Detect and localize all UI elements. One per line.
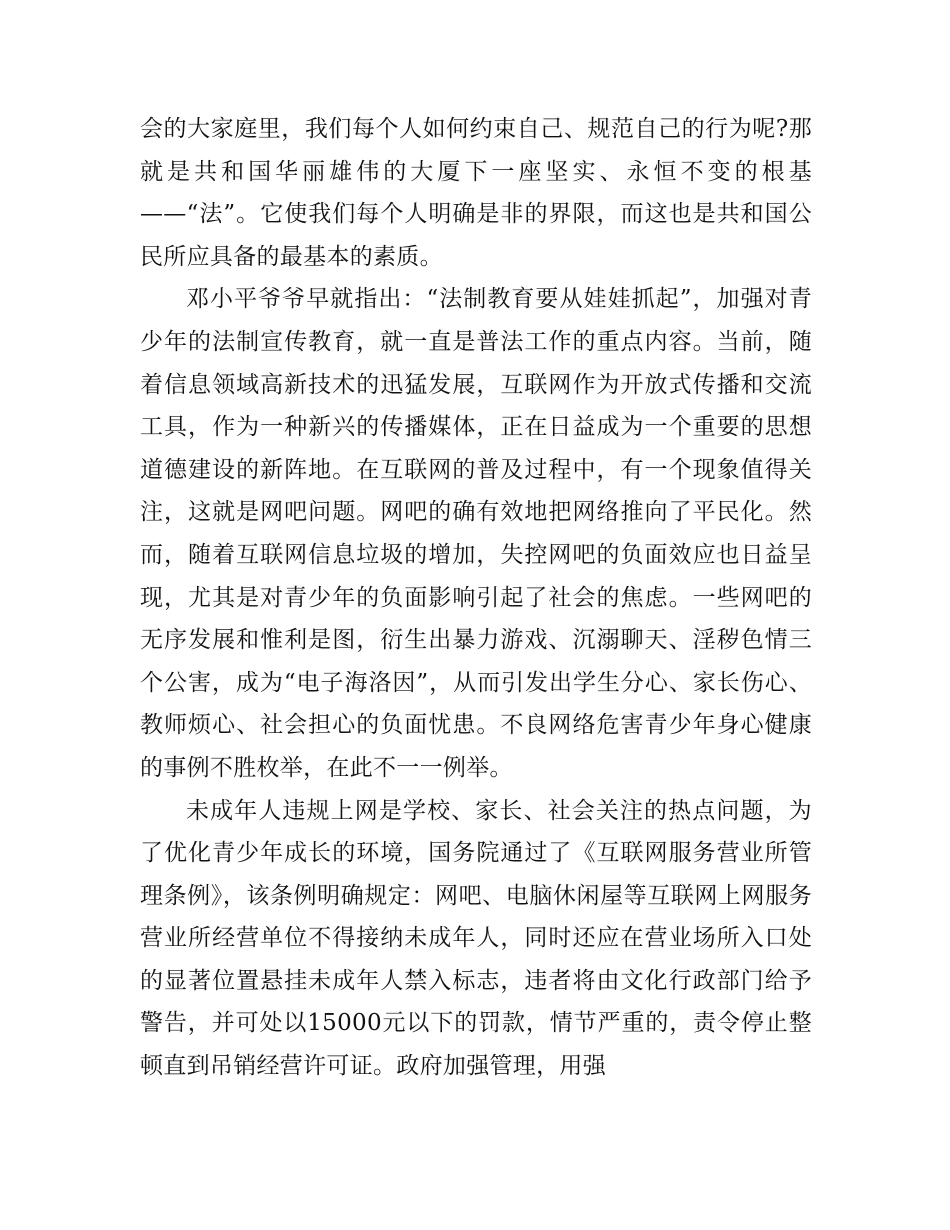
paragraph-continuation: 会的大家庭里，我们每个人如何约束自己、规范自己的行为呢?那就是共和国华丽雄伟的大厦下一座坚实、永恒不变的根基——“法”。它使我们每个人明确是非的界限，而这也是共和国公民所应具备的最基本的素质。 <box>140 116 812 270</box>
document-page <box>140 108 812 1088</box>
paragraph-deng-xiaoping: 邓小平爷爷早就指出：“法制教育要从娃娃抓起”，加强对青少年的法制宣传教育，就一直是普法工作的重点内容。当前，随着信息领域高新技术的迅猛发展，互联网作为开放式传播和交流工具，作为一种新兴的传播媒体，正在日益成为一个重要的思想道德建设的新阵地。在互联网的普及过程中，有一个现象值得关注，这就是网吧问题。网吧的确有效地把网络推向了平民化。然而，随着互联网信息垃圾的增加，失控网吧的负面效应也日益呈现，尤其是对青少年的负面影响引起了社会的焦虑。一些网吧的无序发展和惟利是图，衍生出暴力游戏、沉溺聊天、淫秽色情三个公害，成为“电子海洛因”，从而引发出学生分心、家长伤心、教师烦心、社会担心的负面忧患。不良网络危害青少年身心健康的事例不胜枚举，在此不一一例举。 <box>140 286 812 781</box>
paragraph-internet-regulation: 未成年人违规上网是学校、家长、社会关注的热点问题，为了优化青少年成长的环境，国务院通过了《互联网服务营业所管理条例》，该条例明确规定：网吧、电脑休闲屋等互联网上网服务营业所经营单位不得接纳未成年人，同时还应在营业场所入口处的显著位置悬挂未成年人禁入标志，违者将由文化行政部门给予警告，并可处以15000元以下的罚款，情节严重的，责令停止整顿直到吊销经营许可证。政府加强管理，用强 <box>140 797 812 1080</box>
